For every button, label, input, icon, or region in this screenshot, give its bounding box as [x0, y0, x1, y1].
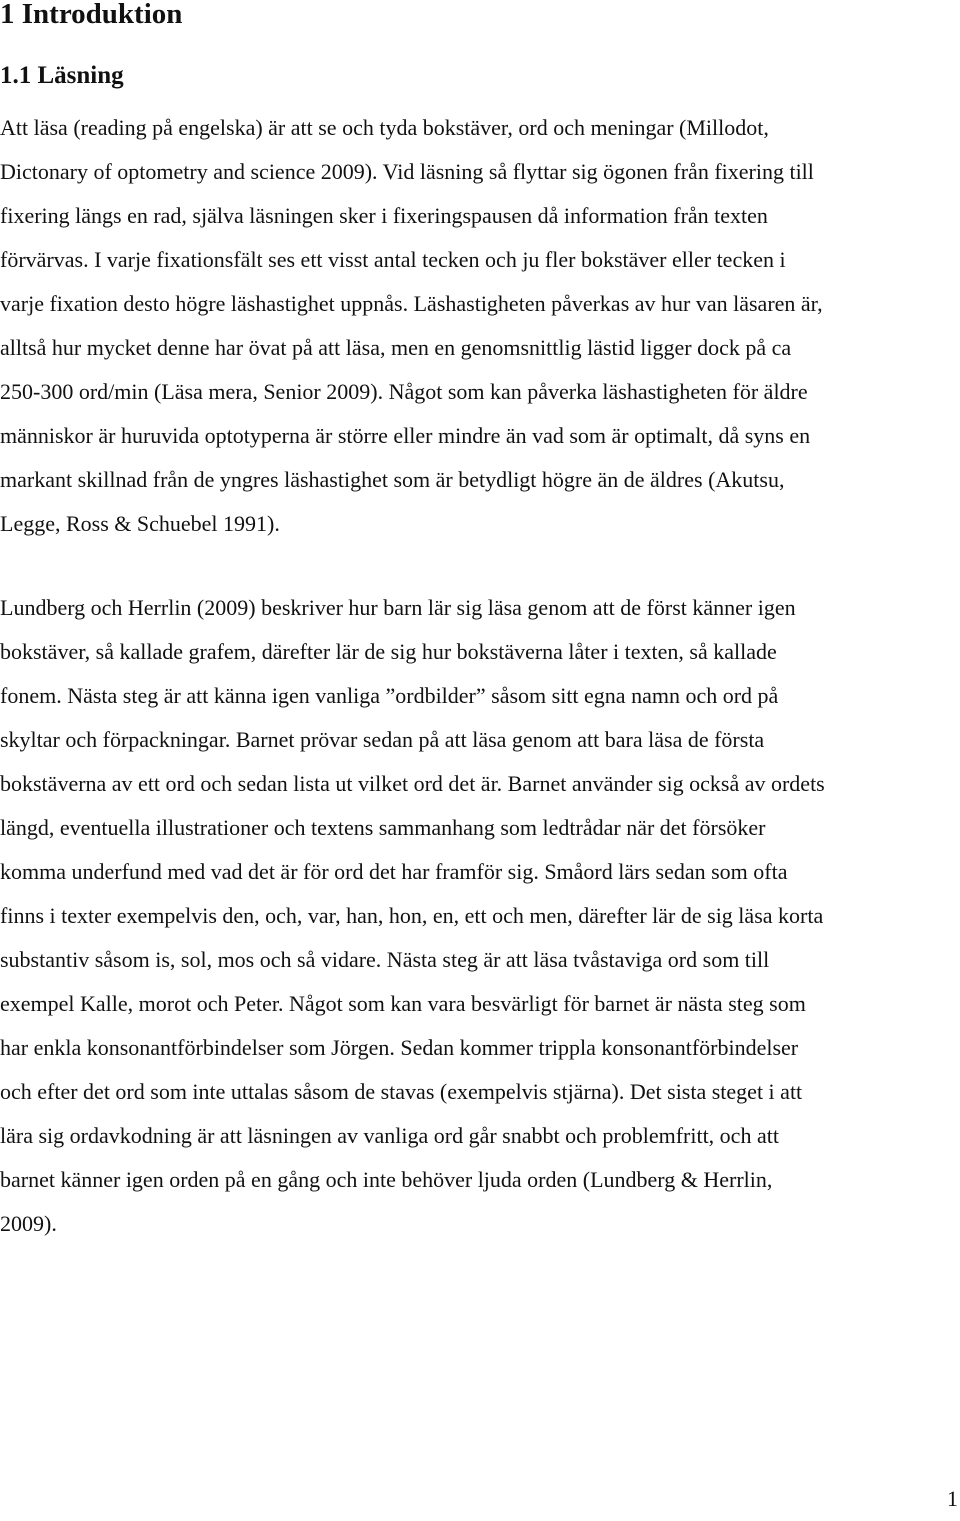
paragraph-learning-to-read	[0, 586, 960, 1246]
text-line: lära sig ordavkodning är att läsningen av vanliga ord går snabbt och problemfritt, och att	[0, 1123, 779, 1148]
text-line: Dictonary of optometry and science 2009). Vid läsning så flyttar sig ögonen från fixering till	[0, 159, 814, 184]
paragraph-reading-definition	[0, 106, 960, 546]
text-line: exempel Kalle, morot och Peter. Något som kan vara besvärligt för barnet är nästa steg som	[0, 991, 806, 1016]
text-line: fonem. Nästa steg är att känna igen vanliga ”ordbilder” såsom sitt egna namn och ord på	[0, 683, 779, 708]
text-line: bokstäverna av ett ord och sedan lista ut vilket ord det är. Barnet använder sig också av ordets	[0, 771, 825, 796]
text-line: människor är huruvida optotyperna är större eller mindre än vad som är optimalt, då syns en	[0, 423, 811, 448]
text-line: finns i texter exempelvis den, och, var, han, hon, en, ett och men, därefter lär de sig läsa korta	[0, 903, 824, 928]
text-line: Att läsa (reading på engelska) är att se och tyda bokstäver, ord och meningar (Millodot,	[0, 115, 769, 140]
text-line: Legge, Ross & Schuebel 1991).	[0, 511, 280, 536]
text-line: alltså hur mycket denne har övat på att läsa, men en genomsnittlig lästid ligger dock på ca	[0, 335, 792, 360]
text-line: Lundberg och Herrlin (2009) beskriver hur barn lär sig läsa genom att de först känner igen	[0, 595, 796, 620]
text-line: substantiv såsom is, sol, mos och så vidare. Nästa steg är att läsa tvåstaviga ord som till	[0, 947, 770, 972]
text-line: och efter det ord som inte uttalas såsom de stavas (exempelvis stjärna). Det sista steget i att	[0, 1079, 803, 1104]
section-heading: 1.1 Läsning	[0, 62, 124, 89]
text-line: har enkla konsonantförbindelser som Jörgen. Sedan kommer trippla konsonantförbindelser	[0, 1035, 799, 1060]
text-line: förvärvas. I varje fixationsfält ses ett visst antal tecken och ju fler bokstäver eller tecken i	[0, 247, 786, 272]
text-line: skyltar och förpackningar. Barnet prövar sedan på att läsa genom att bara läsa de första	[0, 727, 765, 752]
text-line: 2009).	[0, 1211, 57, 1236]
text-line: barnet känner igen orden på en gång och inte behöver ljuda orden (Lundberg & Herrlin,	[0, 1167, 773, 1192]
text-line: längd, eventuella illustrationer och textens sammanhang som ledtrådar när det försöker	[0, 815, 766, 840]
text-line: 250-300 ord/min (Läsa mera, Senior 2009). Något som kan påverka läshastigheten för äldre	[0, 379, 808, 404]
text-line: markant skillnad från de yngres läshastighet som är betydligt högre än de äldres (Akutsu,	[0, 467, 785, 492]
chapter-heading: 1 Introduktion	[0, 0, 183, 30]
text-line: komma underfund med vad det är för ord det har framför sig. Småord lärs sedan som ofta	[0, 859, 788, 884]
page-number: 1	[947, 1486, 958, 1511]
text-line: bokstäver, så kallade grafem, därefter lär de sig hur bokstäverna låter i texten, så kallade	[0, 639, 777, 664]
text-line: varje fixation desto högre läshastighet uppnås. Läshastigheten påverkas av hur van läsaren är,	[0, 291, 823, 316]
text-line: fixering längs en rad, själva läsningen sker i fixeringspausen då information från texten	[0, 203, 768, 228]
